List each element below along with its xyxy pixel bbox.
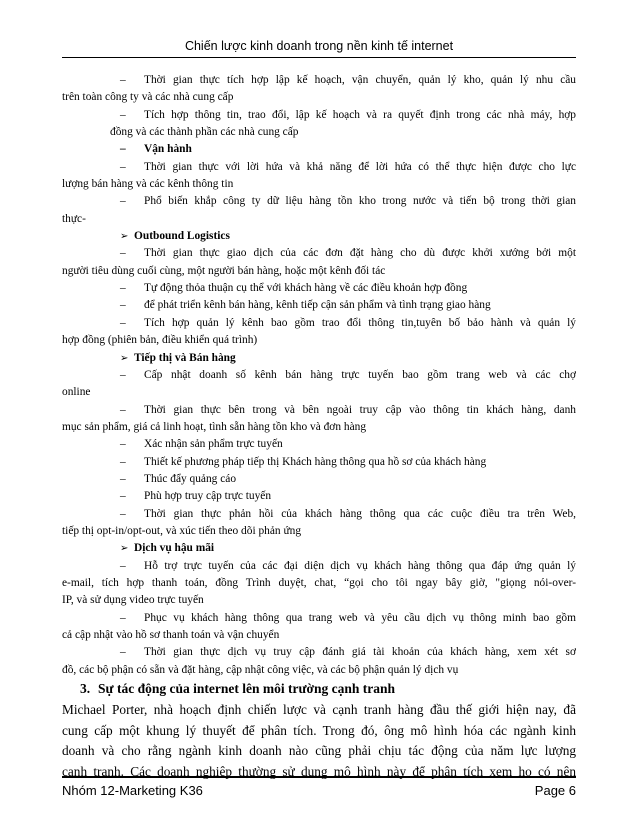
text-line: thực- [62, 212, 86, 225]
text-line: IP, và sử dụng video trực tuyến [62, 594, 204, 607]
paragraph-line: cung cấp một khung lý thuyết để phân tích. Trong đó, ông mô hình hóa các ngành kinh [62, 722, 576, 738]
bullet-line: – Tự động thỏa thuận cụ thể với khách hàng về các điều khoản hợp đồng [120, 282, 468, 295]
arrow-bullet-icon: ➢ [120, 231, 129, 243]
bullet-line: – để phát triển kênh bán hàng, kênh tiếp cận sản phẩm và tình trạng giao hàng [120, 299, 491, 312]
bullet-line: – Cấp nhật doanh số kênh bán hàng trực tuyến bao gồm trang web và các chợ [120, 368, 576, 381]
text-line: trên toàn công ty và các nhà cung cấp [62, 91, 234, 104]
text-line: lượng bán hàng và các kênh thông tin [62, 178, 234, 191]
bullet-line: – Thiết kế phương pháp tiếp thị Khách hàng thông qua hồ sơ của khách hàng [120, 455, 487, 468]
text-line: người tiêu dùng cuối cùng, một người bán hàng, hoặc một kênh đối tác [62, 264, 386, 277]
sub-heading: – Vận hành [120, 143, 192, 156]
bullet-line: – Thời gian thực bên trong và bên ngoài truy cập vào thông tin khách hàng, danh [120, 403, 576, 416]
text-line: e-mail, tích hợp thanh toán, đồng Trình duyệt, chat, “gọi cho tôi ngay bây giờ, "giọng nói-over- [62, 576, 576, 589]
text-line: đồ, các bộ phận có sẵn và đặt hàng, cập nhật công việc, và các bộ phận quản lý dịch vụ [62, 663, 459, 676]
section-heading-marketing: ➢ Tiếp thị và Bán hàng [62, 350, 576, 367]
footer-page-number: Page 6 [534, 783, 576, 798]
text-line: cả cập nhật vào hồ sơ thanh toán và vận chuyển [62, 629, 280, 641]
bullet-line: – Tích hợp thông tin, trao đổi, lập kế hoạch và ra quyết định trong các nhà máy, hợp [120, 108, 576, 121]
section-heading-outbound: ➢ Outbound Logistics [62, 228, 576, 245]
bullet-line: – Phổ biến khắp công ty dữ liệu hàng tồn kho trong nước và tiến bộ trong thời gian [120, 195, 576, 208]
bullet-line: – Thời gian thực với lời hứa và khả năng để lời hứa có thể thực hiện được cho lực [120, 160, 576, 173]
bullet-line: – Thời gian thực phản hồi của khách hàng thông qua các cuộc điều tra trên Web, [120, 507, 576, 520]
section-3-paragraph [62, 700, 576, 783]
footer-group-name: Nhóm 12-Marketing K36 [62, 783, 203, 798]
bullet-line: – Thời gian thực tích hợp lập kế hoạch, vận chuyển, quản lý kho, quản lý nhu cầu [120, 74, 576, 86]
bullet-line: – Thời gian thực dịch vụ truy cập đánh giá tài khoản của khách hàng, xem xét sơ [120, 646, 576, 659]
bullet-line: – Thời gian thực giao dịch của các đơn đặt hàng cho dù được khởi xướng bởi một [120, 247, 576, 260]
text-line: tiếp thị opt-in/opt-out, và xúc tiến theo dõi phản ứng [62, 524, 302, 537]
bullet-line: – Thúc đẩy quảng cáo [120, 472, 237, 485]
text-line: hợp đồng (phiên bản, điều khiển quá trình) [62, 334, 258, 347]
bullet-line: – Xác nhận sản phẩm trực tuyến [120, 438, 283, 451]
text-line: mục sản phẩm, giá cả linh hoạt, tình sẵn hàng tồn kho và đơn hàng [62, 420, 367, 433]
section-3-heading: 3. Sự tác động của internet lên môi trường cạnh tranh [80, 681, 396, 697]
document-body [62, 72, 576, 783]
page-header-title: Chiến lược kinh doanh trong nền kinh tế internet [184, 39, 454, 53]
header-divider [62, 57, 576, 58]
paragraph-line: cạnh tranh. Các doanh nghiệp thường sử dụng mô hình này để phân tích xem họ có nên [62, 764, 576, 780]
text-line: đồng và các thành phần các nhà cung cấp [110, 126, 299, 139]
bullet-line: – Tích hợp quản lý kênh bao gồm trao đổi thông tin,tuyên bố bảo hành và quản lý [120, 316, 576, 329]
paragraph-line: Michael Porter, nhà hoạch định chiến lược và cạnh tranh hàng đầu thế giới hiện nay, đã [62, 702, 576, 718]
section-heading-service: ➢ Dịch vụ hậu mãi [62, 540, 576, 557]
bullet-line: – Phục vụ khách hàng thông qua trang web và yêu cầu dịch vụ thông minh bao gồm [120, 611, 576, 624]
bullet-line: – Phù hợp truy cập trực tuyến [120, 490, 272, 503]
bullet-line: – Hỗ trợ trực tuyến của các đại diện dịch vụ khách hàng thông qua đáp ứng quản lý [120, 559, 576, 572]
paragraph-line: doanh và cho rằng ngành kinh doanh nào cũng phải chịu tác động của năm lực lượng [62, 743, 576, 759]
footer-divider [62, 776, 576, 778]
arrow-bullet-icon: ➢ [120, 543, 129, 555]
arrow-bullet-icon: ➢ [120, 352, 129, 364]
text-line: online [62, 386, 91, 399]
